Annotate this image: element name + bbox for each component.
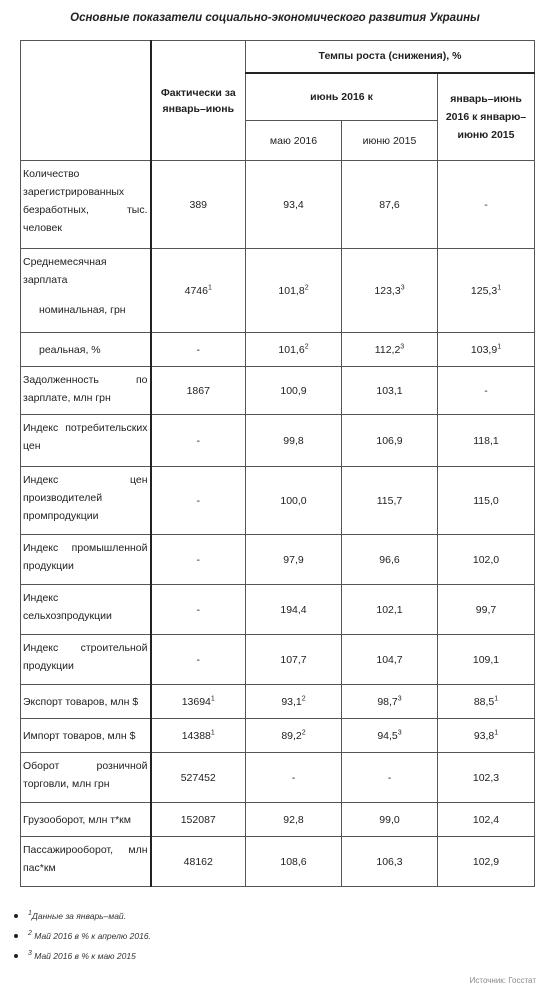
june-cell: 103,1 <box>342 367 438 415</box>
table-row <box>21 837 535 887</box>
actual-cell: 4746$^1$ <box>151 249 246 333</box>
table-row <box>21 585 535 635</box>
header-growth: Темпы роста (снижения), % <box>246 41 535 73</box>
actual-cell: 48162 <box>151 837 246 887</box>
june-cell: 102,1 <box>342 585 438 635</box>
header-actual: Фактически за январь–июнь <box>151 41 246 161</box>
header-june-2015: июню 2015 <box>342 121 438 161</box>
janjun-cell: - <box>438 367 535 415</box>
may-cell: 93,1$^2$ <box>246 685 342 719</box>
janjun-cell: 102,9 <box>438 837 535 887</box>
janjun-cell: 102,4 <box>438 803 535 837</box>
table-row <box>21 415 535 467</box>
actual-cell: - <box>151 585 246 635</box>
table-row <box>21 535 535 585</box>
table-row <box>21 753 535 803</box>
june-cell: 112,2$^3$ <box>342 333 438 367</box>
may-cell: 108,6 <box>246 837 342 887</box>
janjun-cell: 99,7 <box>438 585 535 635</box>
janjun-cell: 93,8$^1$ <box>438 719 535 753</box>
row-label-main: Среднемесячная зарплата <box>23 256 107 286</box>
footnote: $^3$ Май 2016 в % к маю 2015 <box>14 946 151 966</box>
may-cell: 101,8$^2$ <box>246 249 342 333</box>
corner-header-cell <box>21 41 151 161</box>
june-cell: 106,3 <box>342 837 438 887</box>
may-cell: 101,6$^2$ <box>246 333 342 367</box>
header-june-to: июнь 2016 к <box>246 73 438 121</box>
row-label: Индекс сельхозпродукции <box>21 585 151 635</box>
row-label: Индекс потребительских цен <box>21 415 151 467</box>
table-row <box>21 803 535 837</box>
table-row <box>21 333 535 367</box>
table-row <box>21 685 535 719</box>
row-label: Оборот розничной торговли, млн грн <box>21 753 151 803</box>
may-cell: 97,9 <box>246 535 342 585</box>
row-label: Пассажирооборот, млн пас*км <box>21 837 151 887</box>
actual-cell: 14388$^1$ <box>151 719 246 753</box>
janjun-cell: 88,5$^1$ <box>438 685 535 719</box>
june-cell: 123,3$^3$ <box>342 249 438 333</box>
janjun-cell: 125,3$^1$ <box>438 249 535 333</box>
row-label: Индекс строительной продукции <box>21 635 151 685</box>
footnotes <box>14 906 151 966</box>
actual-cell: 389 <box>151 161 246 249</box>
june-cell: - <box>342 753 438 803</box>
header-jan-jun: январь–июнь 2016 к январю–июню 2015 <box>438 73 535 161</box>
row-label: Количество зарегистрированных безработных, тыс. человек <box>21 161 151 249</box>
row-label: Грузооборот, млн т*км <box>21 803 151 837</box>
row-label: Импорт товаров, млн $ <box>21 719 151 753</box>
may-cell: 100,9 <box>246 367 342 415</box>
row-label: реальная, % <box>21 333 151 367</box>
june-cell: 99,0 <box>342 803 438 837</box>
may-cell: 100,0 <box>246 467 342 535</box>
actual-cell: - <box>151 333 246 367</box>
june-cell: 96,6 <box>342 535 438 585</box>
actual-cell: - <box>151 415 246 467</box>
row-label: Экспорт товаров, млн $ <box>21 685 151 719</box>
janjun-cell: 103,9$^1$ <box>438 333 535 367</box>
actual-cell: 527452 <box>151 753 246 803</box>
may-cell: 93,4 <box>246 161 342 249</box>
table-row <box>21 249 535 333</box>
actual-cell: 152087 <box>151 803 246 837</box>
table-row <box>21 367 535 415</box>
janjun-cell: 118,1 <box>438 415 535 467</box>
actual-cell: 13694$^1$ <box>151 685 246 719</box>
actual-cell: - <box>151 467 246 535</box>
june-cell: 106,9 <box>342 415 438 467</box>
footnote: $^1$Данные за январь–май. <box>14 906 151 926</box>
header-may: маю 2016 <box>246 121 342 161</box>
source-note: Источник: Госстат <box>469 976 536 985</box>
janjun-cell: 102,0 <box>438 535 535 585</box>
june-cell: 104,7 <box>342 635 438 685</box>
actual-cell: 1867 <box>151 367 246 415</box>
may-cell: 99,8 <box>246 415 342 467</box>
row-label: Индекс цен производителей промпродукции <box>21 467 151 535</box>
row-label: Индекс промышленной продукции <box>21 535 151 585</box>
row-label: Задолженность по зарплате, млн грн <box>21 367 151 415</box>
janjun-cell: 109,1 <box>438 635 535 685</box>
table-row <box>21 467 535 535</box>
table-row <box>21 161 535 249</box>
may-cell: 107,7 <box>246 635 342 685</box>
table-row <box>21 635 535 685</box>
june-cell: 94,5$^3$ <box>342 719 438 753</box>
indicators-table <box>20 40 535 887</box>
row-label-sub: номинальная, грн <box>39 304 126 316</box>
row-label <box>21 249 151 333</box>
june-cell: 98,7$^3$ <box>342 685 438 719</box>
janjun-cell: - <box>438 161 535 249</box>
footnote: $^2$ Май 2016 в % к апрелю 2016. <box>14 926 151 946</box>
may-cell: 92,8 <box>246 803 342 837</box>
june-cell: 115,7 <box>342 467 438 535</box>
actual-cell: - <box>151 635 246 685</box>
janjun-cell: 102,3 <box>438 753 535 803</box>
table-row <box>21 719 535 753</box>
june-cell: 87,6 <box>342 161 438 249</box>
page-title: Основные показатели социально-экономического развития Украины <box>70 12 480 24</box>
may-cell: 194,4 <box>246 585 342 635</box>
janjun-cell: 115,0 <box>438 467 535 535</box>
may-cell: 89,2$^2$ <box>246 719 342 753</box>
actual-cell: - <box>151 535 246 585</box>
may-cell: - <box>246 753 342 803</box>
